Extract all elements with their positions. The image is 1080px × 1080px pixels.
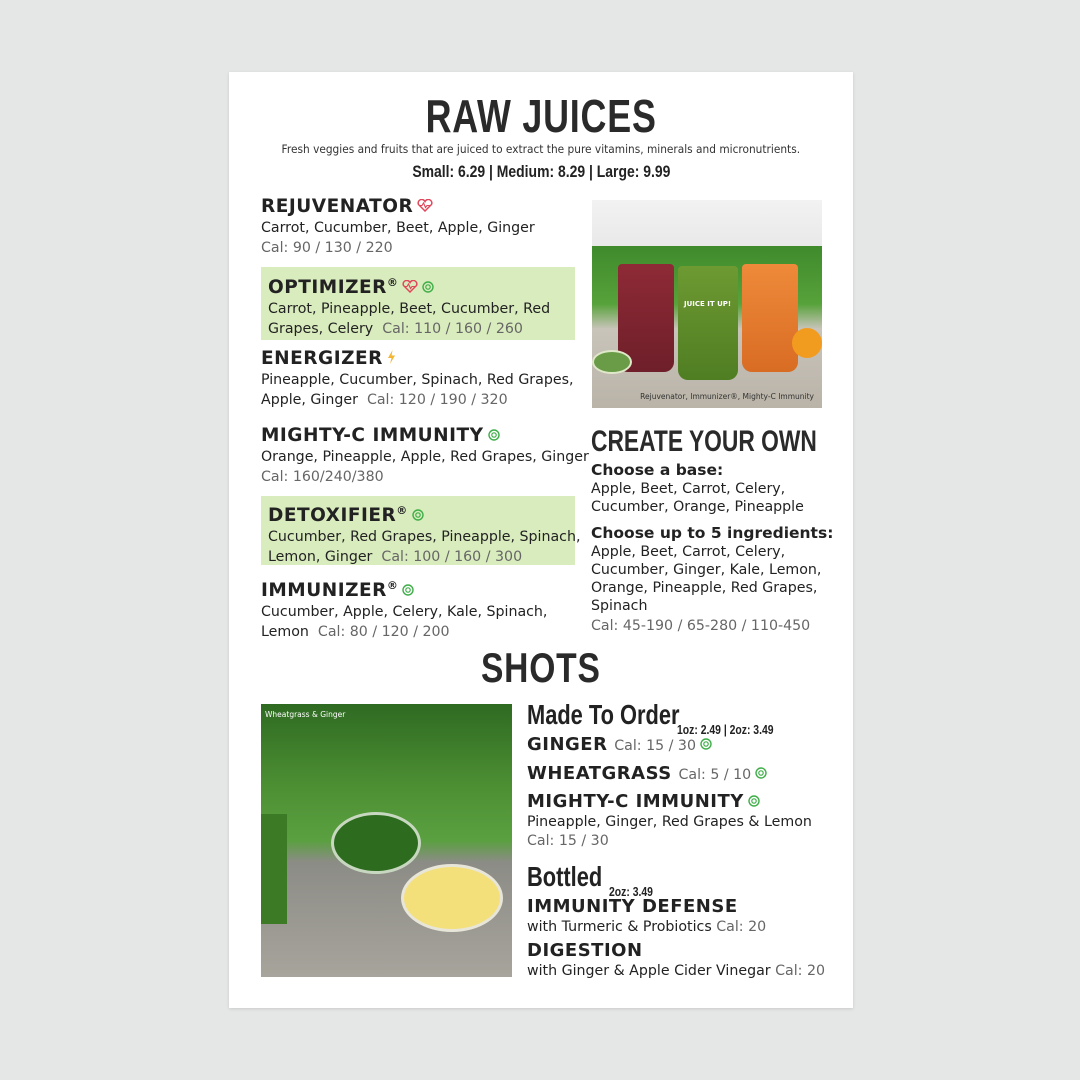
shot-item-ginger: GINGER Cal: 15 / 30 — [527, 734, 827, 756]
juice-ingredients-cont: Lemon, Ginger — [268, 549, 373, 566]
bottled-heading-row — [527, 861, 664, 899]
ingredients-line: Spinach — [591, 598, 648, 614]
made-to-order-prices: 1oz: 2.49 | 2oz: 3.49 — [677, 722, 774, 737]
page-subtitle: Fresh veggies and fruits that are juiced to extract the pure vitamins, minerals and micronutrients. — [281, 142, 801, 156]
create-your-own-title: CREATE YOUR OWN — [591, 425, 817, 458]
juice-ingredients-cont: Lemon — [261, 624, 309, 641]
juice-calories: Cal: 100 / 160 / 300 — [381, 549, 523, 566]
base-heading: Choose a base: — [591, 461, 724, 479]
shot-description: with Turmeric & Probiotics — [527, 919, 712, 935]
juice-name: ENERGIZER — [261, 348, 383, 369]
juice-item-rejuvenator — [261, 196, 577, 258]
shot-photo-caption: Wheatgrass & Ginger — [265, 710, 346, 719]
bottled-list — [527, 896, 837, 981]
juice-photo-caption: Rejuvenator, Immunizer®, Mighty-C Immunity — [640, 392, 814, 401]
juice-item-optimizer: OPTIMIZER® Carrot, Pineapple, Beet, Cucumber, Red Grapes, Celery Cal: 110 / 160 / 260 — [261, 267, 575, 340]
juice-calories: Cal: 110 / 160 / 260 — [382, 321, 523, 338]
shot-calories: Cal: 15 / 30 — [527, 833, 609, 849]
immunity-shield-icon — [412, 505, 424, 527]
juice-ingredients: Pineapple, Cucumber, Spinach, Red Grapes, — [261, 372, 574, 388]
create-your-own-section — [591, 461, 834, 635]
juice-item-immunizer: IMMUNIZER® Cucumber, Apple, Celery, Kale, Spinach, Lemon Cal: 80 / 120 / 200 — [261, 575, 577, 642]
heart-icon — [402, 277, 418, 299]
shot-description: Pineapple, Ginger, Red Grapes & Lemon — [527, 814, 812, 830]
immunity-shield-icon — [755, 763, 767, 785]
wheatgrass-ginger-photo — [261, 704, 512, 977]
juice-calories: Cal: 90 / 130 / 220 — [261, 240, 393, 256]
juice-ingredients: Cucumber, Apple, Celery, Kale, Spinach, — [261, 604, 548, 621]
juice-name: IMMUNIZER — [261, 580, 387, 602]
base-line: Apple, Beet, Carrot, Celery, — [591, 481, 786, 497]
juice-ingredients: Carrot, Pineapple, Beet, Cucumber, Red — [268, 301, 551, 318]
immunity-shield-icon — [488, 425, 500, 447]
juice-name: REJUVENATOR — [261, 196, 414, 217]
ingredients-line: Cucumber, Ginger, Kale, Lemon, — [591, 562, 822, 578]
juice-calories: Cal: 160/240/380 — [261, 469, 384, 485]
immunity-shield-icon — [748, 791, 760, 813]
juice-ingredients: Cucumber, Red Grapes, Pineapple, Spinach, — [268, 529, 581, 546]
juice-item-energizer — [261, 348, 577, 410]
juice-name: OPTIMIZER — [268, 277, 387, 299]
immunity-shield-icon — [402, 580, 414, 602]
made-to-order-heading-row — [527, 699, 798, 737]
made-to-order-heading: Made To Order — [527, 699, 680, 730]
juice-ingredients: Orange, Pineapple, Apple, Red Grapes, Ginger — [261, 449, 589, 465]
ingredients-line: Orange, Pineapple, Red Grapes, — [591, 580, 818, 596]
shot-description: with Ginger & Apple Cider Vinegar — [527, 963, 771, 979]
shot-calories: Cal: 20 — [775, 963, 826, 979]
bottled-heading: Bottled — [527, 861, 603, 892]
shot-item-wheatgrass: WHEATGRASS Cal: 5 / 10 — [527, 763, 827, 785]
shot-calories: Cal: 20 — [716, 919, 767, 935]
made-to-order-list — [527, 734, 827, 851]
juice-calories: Cal: 80 / 120 / 200 — [317, 624, 450, 641]
cup-logo: JUICE IT UP! — [684, 300, 732, 308]
mighty-c-cup — [742, 264, 798, 372]
page-title: RAW JUICES — [425, 90, 657, 142]
menu-page — [229, 72, 853, 1008]
immunity-shield-icon — [422, 277, 434, 299]
juice-calories: Cal: 120 / 190 / 320 — [366, 392, 508, 408]
shot-item-mighty-c-immunity: MIGHTY-C IMMUNITY — [527, 791, 827, 813]
base-line: Cucumber, Orange, Pineapple — [591, 499, 804, 515]
shot-item-immunity-defense: IMMUNITY DEFENSE — [527, 896, 738, 917]
juice-ingredients: Carrot, Cucumber, Beet, Apple, Ginger — [261, 220, 535, 236]
juice-item-detoxifier: DETOXIFIER® Cucumber, Red Grapes, Pineapple, Spinach, Lemon, Ginger Cal: 100 / 160 / 300 — [261, 496, 575, 565]
ingredients-line: Apple, Beet, Carrot, Celery, — [591, 544, 786, 560]
immunity-shield-icon — [700, 734, 712, 756]
create-your-own-calories: Cal: 45-190 / 65-280 / 110-450 — [591, 618, 811, 634]
immunizer-cup — [678, 266, 738, 380]
juice-cups-photo — [592, 200, 822, 408]
cucumber-slice — [592, 350, 632, 374]
shots-title: SHOTS — [481, 644, 601, 691]
wheatgrass-shot-cup — [331, 812, 421, 874]
juice-name: MIGHTY-C IMMUNITY — [261, 425, 484, 446]
orange-slice — [792, 328, 822, 358]
ingredients-heading: Choose up to 5 ingredients: — [591, 524, 834, 542]
wheatgrass-bundle — [261, 814, 287, 924]
size-prices: Small: 6.29 | Medium: 8.29 | Large: 9.99 — [411, 162, 671, 181]
juice-item-mighty-c-immunity — [261, 425, 601, 487]
juice-ingredients-cont: Grapes, Celery — [268, 321, 374, 338]
shot-item-digestion: DIGESTION — [527, 940, 643, 961]
ginger-shot-cup — [401, 864, 503, 932]
heart-icon — [417, 196, 433, 218]
lightning-icon — [387, 348, 396, 370]
juice-name: DETOXIFIER — [268, 505, 397, 527]
juice-ingredients-cont: Apple, Ginger — [261, 392, 358, 408]
bottled-prices: 2oz: 3.49 — [609, 884, 653, 899]
